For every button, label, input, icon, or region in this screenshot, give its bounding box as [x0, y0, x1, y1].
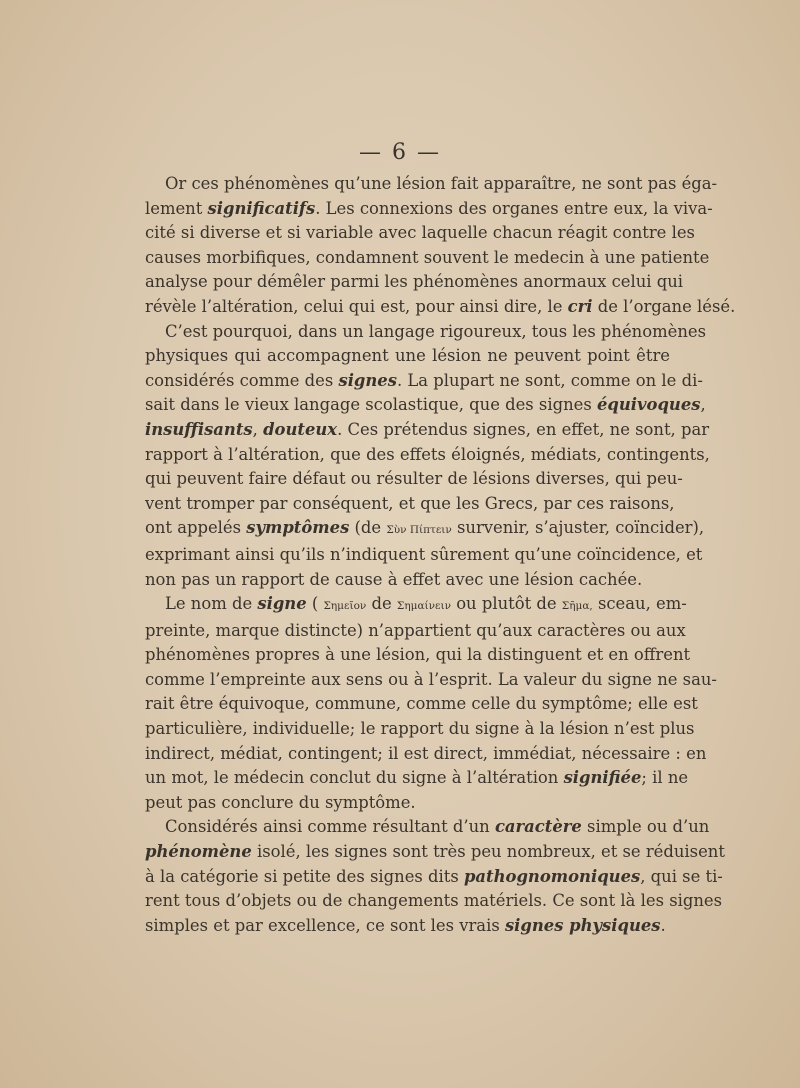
greek-term: Σημαίνειν	[396, 600, 451, 613]
text-run: particulière, individuelle; le rapport du signe à la lésion n’est plus	[145, 719, 695, 739]
text-run: physiques qui accompagnent une lésion ne peuvent point être	[145, 346, 670, 366]
text-line	[145, 815, 710, 840]
text-line	[145, 418, 710, 443]
text-run: phénomènes propres à une lésion, qui la distinguent et en offrent	[145, 645, 691, 665]
emphasized-term: signe	[257, 594, 307, 614]
paragraph	[145, 592, 717, 815]
emphasized-term: pathognomoniques	[463, 866, 641, 886]
text-line	[145, 221, 695, 246]
greek-term: Σημεῖον	[323, 600, 367, 613]
text-run: ont appelés	[145, 518, 247, 538]
text-run: preinte, marque distincte) n’appartient qu’aux caractères ou aux	[145, 620, 686, 640]
text-line	[145, 619, 686, 644]
text-run: Or ces phénomènes qu’une lésion fait apparaître, ne sont pas éga-	[165, 174, 718, 193]
greek-term: Σῆμα,	[561, 600, 593, 613]
text-line	[145, 742, 707, 767]
emphasized-term: symptômes	[246, 518, 350, 538]
emphasized-term: douteux	[263, 419, 338, 439]
text-run: Le nom de	[165, 594, 258, 614]
emphasized-term: significatifs	[207, 198, 316, 218]
text-run: de	[366, 594, 397, 614]
page-number: — 6 —	[359, 140, 441, 165]
emphasized-term: signes	[338, 370, 397, 390]
text-run: de l’organe lésé.	[592, 296, 736, 316]
emphasized-term: caractère	[494, 817, 582, 837]
text-line	[145, 914, 670, 939]
text-line	[145, 766, 689, 791]
paragraph	[145, 172, 736, 320]
text-line	[145, 443, 710, 468]
text-run: survenir, s’ajuster, coïncider),	[451, 518, 705, 538]
text-line	[145, 369, 703, 394]
text-run: révèle l’altération, celui qui est, pour ainsi dire, le	[145, 296, 568, 316]
paragraph	[145, 815, 725, 938]
text-run: ,	[700, 395, 706, 415]
text-line	[145, 568, 670, 593]
emphasized-term: signes physiques	[504, 915, 661, 935]
text-line	[145, 592, 687, 619]
text-line	[145, 344, 670, 369]
text-line	[145, 516, 705, 543]
text-run: ; il ne	[641, 768, 689, 788]
emphasized-term: insuffisants	[145, 419, 253, 439]
text-line	[145, 246, 710, 271]
text-run: vent tromper par conséquent, et que les Grecs, par ces raisons,	[145, 493, 675, 513]
text-run: indirect, médiat, contingent; il est direct, immédiat, nécessaire : en	[145, 743, 707, 763]
text-line	[145, 840, 725, 865]
text-run: cité si diverse et si variable avec laquelle chacun réagit contre les	[145, 223, 695, 243]
text-line	[145, 270, 684, 295]
paragraph	[145, 320, 710, 593]
text-run: rent tous d’objets ou de changements matériels. Ce sont là les signes	[145, 891, 723, 911]
text-run: analyse pour démêler parmi les phénomènes anormaux celui qui	[145, 272, 684, 292]
text-line	[145, 668, 717, 693]
text-run: rapport à l’altération, que des effets éloignés, médiats, contingents,	[145, 444, 710, 464]
text-line	[145, 197, 713, 222]
text-line	[145, 865, 723, 890]
text-run: (de	[349, 518, 387, 538]
text-run: simple ou d’un	[581, 817, 710, 837]
text-line	[145, 889, 723, 914]
text-line	[145, 393, 706, 418]
text-run: rait être équivoque, commune, comme celle du symptôme; elle est	[145, 694, 698, 714]
body-text	[145, 172, 736, 938]
text-run: (	[306, 594, 324, 614]
text-run: simples et par excellence, ce sont les vrais	[145, 915, 505, 935]
text-run: lement	[145, 198, 208, 218]
text-run: C’est pourquoi, dans un langage rigoureux, tous les phénomènes	[165, 321, 707, 341]
text-line	[145, 492, 675, 517]
text-line	[145, 543, 703, 568]
text-run: ,	[252, 419, 264, 439]
text-run: isolé, les signes sont très peu nombreux, et se réduisent	[251, 842, 725, 862]
text-line	[145, 643, 691, 668]
emphasized-term: équivoques	[596, 395, 701, 415]
text-run: ou plutôt de	[450, 594, 562, 614]
text-run: Considérés ainsi comme résultant d’un	[165, 817, 495, 837]
text-run: considérés comme des	[145, 370, 339, 390]
emphasized-term: phénomène	[145, 842, 252, 862]
text-run: causes morbifiques, condamnent souvent le medecin à une patiente	[145, 247, 710, 267]
emphasized-term: signifiée	[563, 768, 642, 788]
text-line	[145, 692, 698, 717]
text-line	[145, 320, 707, 345]
text-run: .	[660, 915, 666, 935]
text-run: un mot, le médecin conclut du signe à l’altération	[145, 768, 564, 788]
text-line	[145, 467, 683, 492]
text-run: . La plupart ne sont, comme on le di-	[396, 370, 703, 390]
text-line	[145, 172, 718, 197]
text-line	[145, 717, 695, 742]
text-run: . Ces prétendus signes, en effet, ne sont, par	[337, 419, 710, 439]
text-line	[145, 295, 736, 320]
text-line	[145, 791, 670, 816]
emphasized-term: cri	[567, 296, 593, 316]
text-run: sceau, em-	[592, 594, 687, 614]
text-run: comme l’empreinte aux sens ou à l’esprit. La valeur du signe ne sau-	[145, 669, 717, 689]
text-run: qui peuvent faire défaut ou résulter de lésions diverses, qui peu-	[145, 469, 683, 489]
text-run: sait dans le vieux langage scolastique, que des signes	[145, 395, 597, 415]
text-run: , qui se ti-	[640, 866, 723, 886]
greek-term: Σὺν Πίπτειν	[386, 524, 452, 537]
text-run: non pas un rapport de cause à effet avec une lésion cachée.	[145, 569, 643, 589]
text-run: à la catégorie si petite des signes dits	[145, 866, 464, 886]
text-run: . Les connexions des organes entre eux, la viva-	[315, 198, 713, 218]
text-run: exprimant ainsi qu’ils n’indiquent sûrement qu’une coïncidence, et	[145, 544, 703, 564]
text-run: peut pas conclure du symptôme.	[145, 792, 416, 812]
